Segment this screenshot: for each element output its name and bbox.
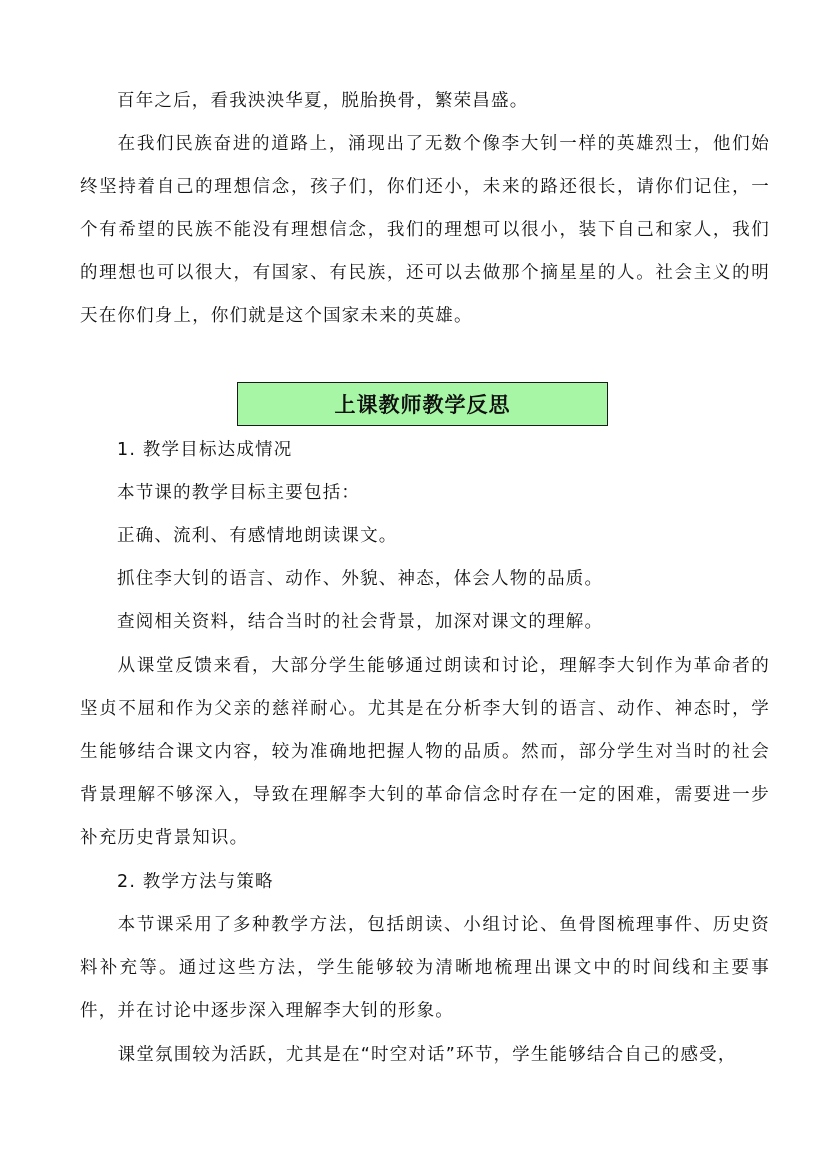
goal-achievement-heading: 1. 教学目标达成情况 <box>117 440 293 460</box>
methods-paragraph: 本节课采用了多种教学方法，包括朗读、小组讨论、鱼骨图梳理事件、历史资料补充等。通过这些方法，学生能够较为清晰地梳理出课文中的时间线和主要事件，并在讨论中逐步深入理解李大钊的形象。 <box>80 915 770 1021</box>
closing-paragraph-line: 百年之后，看我泱泱华夏，脱胎换骨，繁荣昌盛。 <box>117 91 529 111</box>
methods-heading: 2. 教学方法与策略 <box>117 872 274 892</box>
atmosphere-paragraph: 课堂氛围较为活跃，尤其是在“时空对话”环节，学生能够结合自己的感受， <box>117 1045 737 1065</box>
section-title: 上课教师教学反思 <box>334 393 511 417</box>
goal-item: 抓住李大钊的语言、动作、外貌、神态，体会人物的品质。 <box>117 569 604 589</box>
section-title-box <box>237 382 608 426</box>
goals-intro: 本节课的教学目标主要包括： <box>117 483 361 503</box>
goal-item: 正确、流利、有感情地朗读课文。 <box>117 526 398 546</box>
goal-item: 查阅相关资料，结合当时的社会背景，加深对课文的理解。 <box>117 612 604 632</box>
feedback-paragraph: 从课堂反馈来看，大部分学生能够通过朗读和讨论，理解李大钊作为革命者的坚贞不屈和作为父亲的慈祥耐心。尤其是在分析李大钊的语言、动作、神态时，学生能够结合课文内容，较为准确地把握人物的品质。然而，部分学生对当时的社会背景理解不够深入，导致在理解李大钊的革命信念时存在一定的困难，需要进一步补充历史背景知识。 <box>80 656 770 848</box>
heroes-paragraph: 在我们民族奋进的道路上，涌现出了无数个像李大钊一样的英雄烈士，他们始终坚持着自己的理想信念，孩子们，你们还小，未来的路还很长，请你们记住，一个有希望的民族不能没有理想信念，我们的理想可以很小，装下自己和家人，我们的理想也可以很大，有国家、有民族，还可以去做那个摘星星的人。社会主义的明天在你们身上，你们就是这个国家未来的英雄。 <box>80 134 770 326</box>
